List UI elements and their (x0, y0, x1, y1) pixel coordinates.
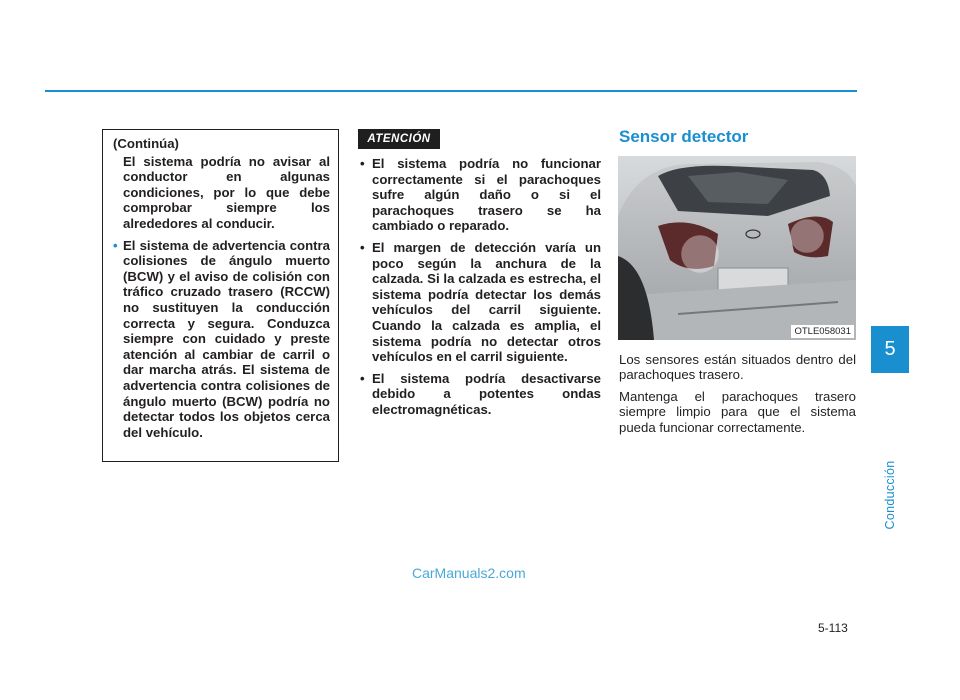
section-body (619, 352, 856, 441)
continued-heading: (Continúa) (113, 136, 179, 151)
notice-bullet: • El sistema podría desactivarse debido a potentes ondas electromagnéticas. (360, 370, 601, 417)
chapter-number-tab: 5 (871, 326, 909, 373)
bullet-icon: • (360, 156, 365, 171)
continued-intro: El sistema podría no avisar al conductor en algunas condiciones, por lo que debe comprobar siempre los alrededores al conducir. (123, 153, 330, 231)
warning-bullet: • El sistema de advertencia contra colisiones de ángulo muerto (BCW) y el aviso de colisión con tráfico cruzado trasero (RCCW) no sustituyen la conducción correcta y segura. Conduzca siempre con cuidado y preste atención al cambiar de carril o dar marcha atrás. El sistema de advertencia contra colisiones de ángulo muerto (BCW) podría no detectar todos los objetos cerca del vehículo. (113, 237, 330, 440)
bullet-icon: • (360, 370, 365, 386)
bullet-icon: • (360, 239, 365, 255)
rear-bumper-sensor-figure (618, 156, 856, 340)
page-number: 5-113 (818, 621, 848, 635)
section-title: Sensor detector (619, 127, 749, 146)
car-rear-illustration (618, 156, 856, 340)
continued-warning-box (102, 129, 339, 462)
warning-bullet-list (113, 238, 330, 441)
atencion-badge: ATENCIÓN (358, 129, 440, 149)
notice-bullet: • El sistema podría no funcionar correctamente si el parachoques sufre algún daño o si el parachoques trasero se ha cambiado o reparado. (360, 156, 601, 234)
body-paragraph: Los sensores están situados dentro del parachoques trasero. (619, 352, 856, 383)
watermark-link[interactable]: CarManuals2.com (412, 565, 526, 581)
header-rule (45, 90, 857, 92)
figure-code: OTLE058031 (791, 325, 854, 338)
body-paragraph: Mantenga el parachoques trasero siempre limpio para que el sistema pueda funcionar correctamente. (619, 388, 856, 435)
notice-bullet-list (358, 156, 601, 424)
chapter-name-label: Conducción (883, 460, 897, 530)
bullet-icon: • (113, 237, 118, 253)
notice-bullet: • El margen de detección varía un poco según la anchura de la calzada. Si la calzada es estrecha, el sistema podría detectar los demás vehículos del carril siguiente. Cuando la calzada es amplia, el sistema podría no detectar otros vehículos en el carril siguiente. (360, 239, 601, 365)
